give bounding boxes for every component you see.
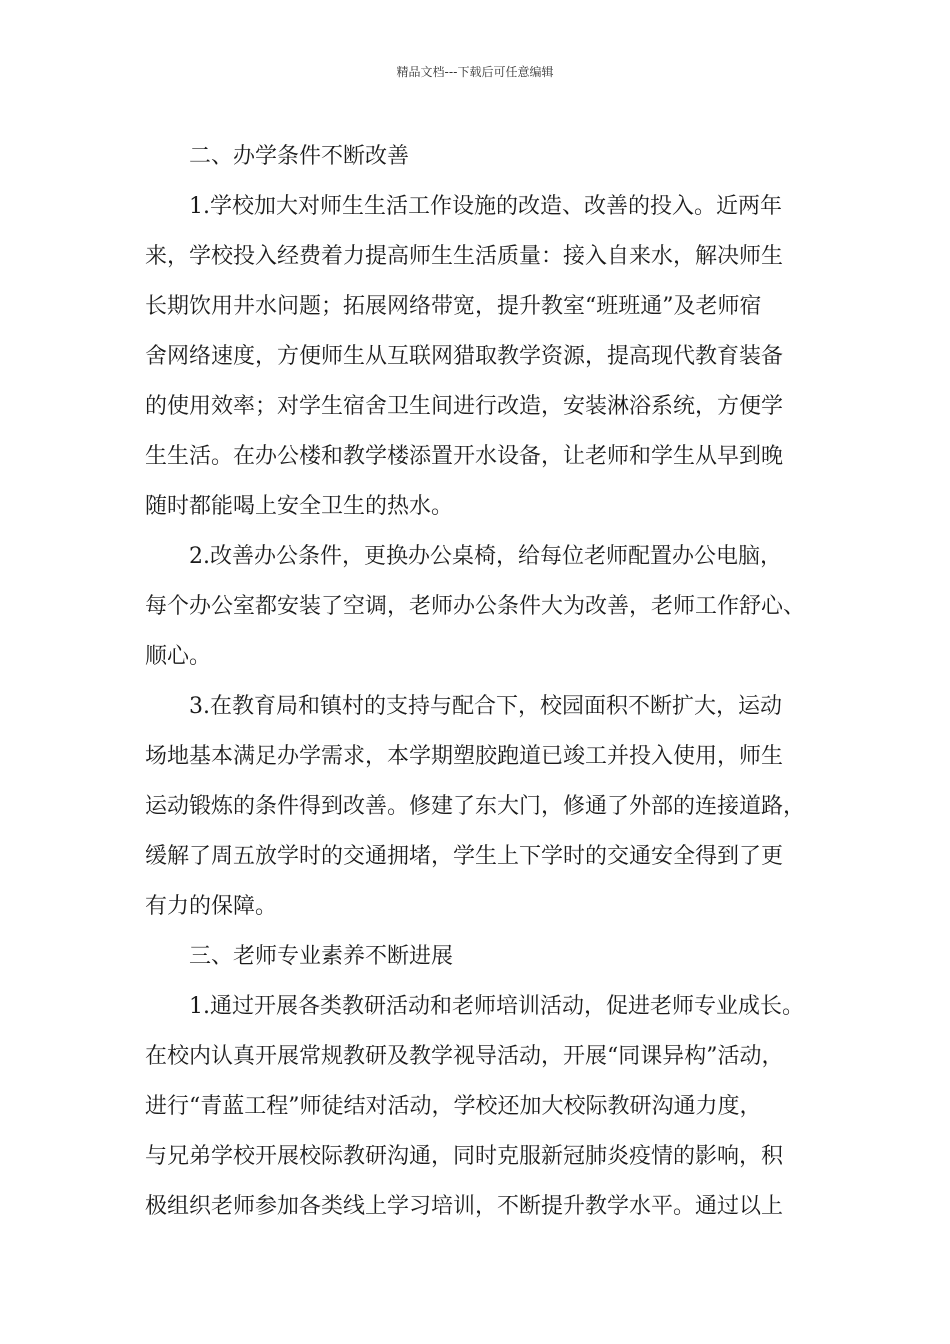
paragraph-line: 舍网络速度，方便师生从互联网猎取教学资源，提高现代教育装备 [145, 344, 784, 369]
paragraph-line: 随时都能喝上安全卫生的热水。 [145, 494, 454, 519]
paragraph-line: 3.在教育局和镇村的支持与配合下，校园面积不断扩大，运动 [189, 694, 782, 719]
paragraph-line: 在校内认真开展常规教研及教学视导活动，开展“同课异构”活动， [145, 1044, 784, 1069]
section-heading: 二、办学条件不断改善 [189, 144, 410, 169]
paragraph-line: 2.改善办公条件，更换办公桌椅，给每位老师配置办公电脑， [189, 544, 782, 569]
paragraph-line: 场地基本满足办学需求，本学期塑胶跑道已竣工并投入使用，师生 [145, 744, 784, 769]
paragraph-line: 极组织老师参加各类线上学习培训，不断提升教学水平。通过以上 [145, 1194, 784, 1219]
document-body [145, 132, 810, 1232]
paragraph-line: 来，学校投入经费着力提高师生生活质量：接入自来水，解决师生 [145, 244, 784, 269]
paragraph-line: 与兄弟学校开展校际教研沟通，同时克服新冠肺炎疫情的影响，积 [145, 1144, 784, 1169]
paragraph-line: 每个办公室都安装了空调，老师办公条件大为改善，老师工作舒心、 [145, 594, 806, 619]
section-heading: 三、老师专业素养不断进展 [189, 944, 454, 969]
paragraph-line: 有力的保障。 [145, 894, 278, 919]
paragraph-line: 生生活。在办公楼和教学楼添置开水设备，让老师和学生从早到晚 [145, 444, 784, 469]
page-header: 精品文档---下载后可任意编辑 [396, 65, 554, 79]
paragraph-line: 进行“青蓝工程”师徒结对活动，学校还加大校际教研沟通力度， [145, 1094, 762, 1119]
paragraph-line: 的使用效率；对学生宿舍卫生间进行改造，安装淋浴系统，方便学 [145, 394, 784, 419]
paragraph-line: 长期饮用井水问题；拓展网络带宽，提升教室“班班通”及老师宿 [145, 294, 762, 319]
paragraph-line: 1.通过开展各类教研活动和老师培训活动，促进老师专业成长。 [189, 994, 804, 1019]
paragraph-line: 1.学校加大对师生生活工作设施的改造、改善的投入。近两年 [189, 194, 782, 219]
paragraph-line: 缓解了周五放学时的交通拥堵，学生上下学时的交通安全得到了更 [145, 844, 784, 869]
paragraph-line: 运动锻炼的条件得到改善。修建了东大门，修通了外部的连接道路， [145, 794, 806, 819]
paragraph-line: 顺心。 [145, 644, 212, 669]
